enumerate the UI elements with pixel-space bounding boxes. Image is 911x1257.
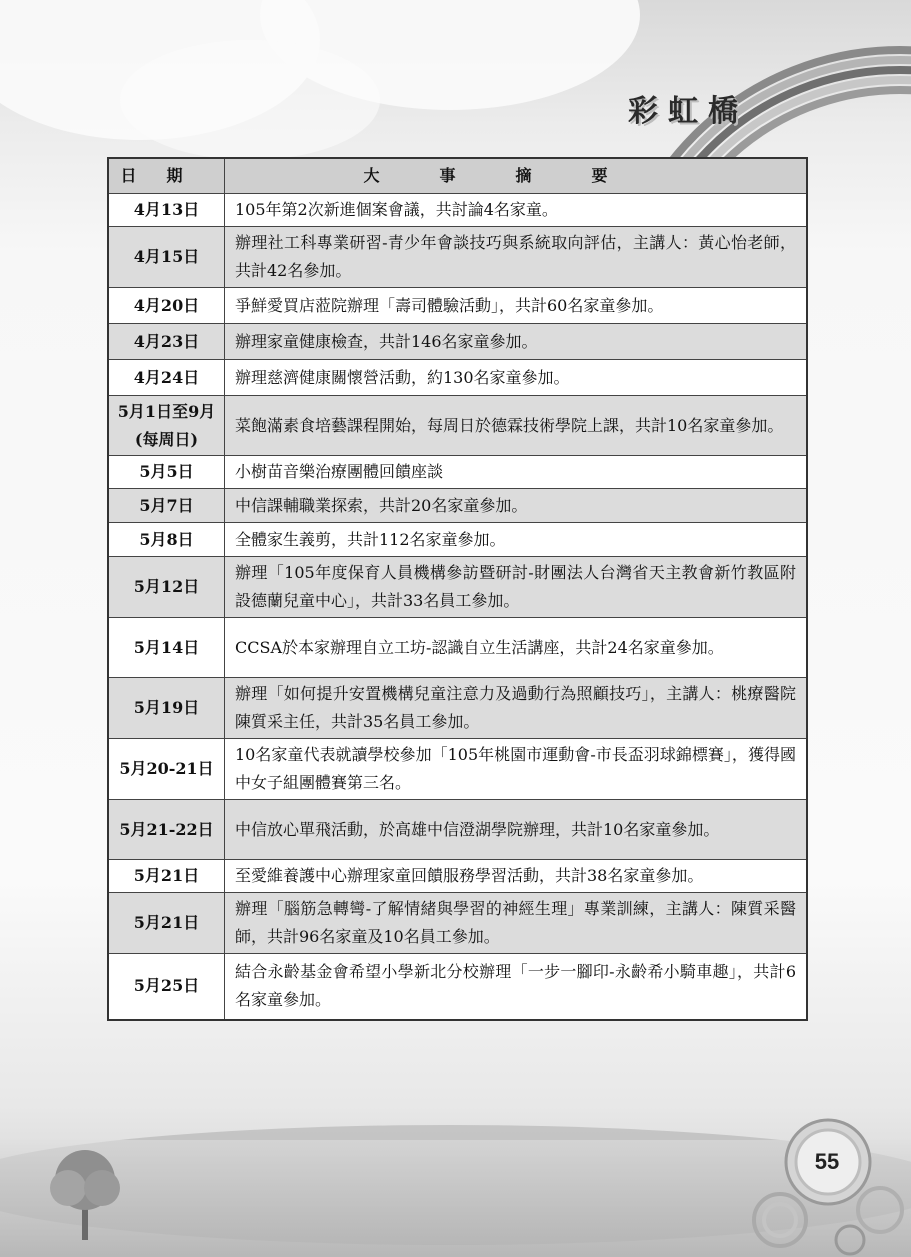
event-summary: 辦理慈濟健康關懷營活動，約130名家童參加。 bbox=[225, 360, 808, 396]
events-table bbox=[107, 157, 808, 1021]
event-date: 5月19日 bbox=[108, 678, 225, 739]
table-row bbox=[108, 893, 807, 954]
event-date: 5月20-21日 bbox=[108, 739, 225, 800]
table-row bbox=[108, 557, 807, 618]
brand-title: 彩虹橋 bbox=[628, 94, 748, 129]
table-row bbox=[108, 618, 807, 678]
event-summary: 菜飽滿素食培藝課程開始，每周日於德霖技術學院上課，共計10名家童參加。 bbox=[225, 396, 808, 456]
event-date: 4月23日 bbox=[108, 324, 225, 360]
event-date: 5月12日 bbox=[108, 557, 225, 618]
event-summary: 全體家生義剪，共計112名家童參加。 bbox=[225, 523, 808, 557]
event-date: 5月25日 bbox=[108, 954, 225, 1020]
event-summary: 結合永齡基金會希望小學新北分校辦理「一步一腳印-永齡希小騎車趣」，共計6名家童參加。 bbox=[225, 954, 808, 1020]
tree-icon bbox=[40, 1140, 130, 1250]
event-date: 5月21日 bbox=[108, 860, 225, 893]
summary-column-header: 大事摘要 bbox=[225, 158, 808, 194]
event-date: 5月8日 bbox=[108, 523, 225, 557]
table-row bbox=[108, 324, 807, 360]
table-row bbox=[108, 678, 807, 739]
table-row bbox=[108, 456, 807, 489]
date-column-header: 日期 bbox=[108, 158, 225, 194]
event-date: 5月5日 bbox=[108, 456, 225, 489]
event-summary: 辦理「105年度保育人員機構參訪暨研討-財團法人台灣省天主教會新竹教區附設德蘭兒童中心」，共計33名員工參加。 bbox=[225, 557, 808, 618]
event-date: 5月21日 bbox=[108, 893, 225, 954]
event-summary: 10名家童代表就讀學校參加「105年桃園市運動會-市長盃羽球錦標賽」，獲得國中女子組團體賽第三名。 bbox=[225, 739, 808, 800]
table-row bbox=[108, 954, 807, 1020]
event-date: 5月14日 bbox=[108, 618, 225, 678]
event-date: 5月7日 bbox=[108, 489, 225, 523]
circles-decoration-icon bbox=[740, 1110, 911, 1257]
event-summary: 爭鮮愛買店蒞院辦理「壽司體驗活動」，共計60名家童參加。 bbox=[225, 288, 808, 324]
event-summary: CCSA於本家辦理自立工坊-認識自立生活講座，共計24名家童參加。 bbox=[225, 618, 808, 678]
cloud-decoration bbox=[120, 40, 380, 160]
event-summary: 105年第2次新進個案會議，共討論4名家童。 bbox=[225, 194, 808, 227]
event-date: 5月1日至9月(每周日) bbox=[108, 396, 225, 456]
event-summary: 辦理「腦筋急轉彎-了解情緒與學習的神經生理」專業訓練，主講人：陳質采醫師，共計96名家童及10名員工參加。 bbox=[225, 893, 808, 954]
event-date: 4月24日 bbox=[108, 360, 225, 396]
table-row bbox=[108, 360, 807, 396]
table-row bbox=[108, 227, 807, 288]
event-summary: 至愛維養護中心辦理家童回饋服務學習活動，共計38名家童參加。 bbox=[225, 860, 808, 893]
table-row bbox=[108, 860, 807, 893]
table-row bbox=[108, 739, 807, 800]
table-row bbox=[108, 396, 807, 456]
table-row bbox=[108, 194, 807, 227]
event-date: 4月15日 bbox=[108, 227, 225, 288]
event-summary: 辦理「如何提升安置機構兒童注意力及過動行為照顧技巧」，主講人：桃療醫院陳質采主任，共計35名員工參加。 bbox=[225, 678, 808, 739]
event-summary: 小樹苗音樂治療團體回饋座談 bbox=[225, 456, 808, 489]
table-row bbox=[108, 523, 807, 557]
table-row bbox=[108, 288, 807, 324]
event-date: 4月20日 bbox=[108, 288, 225, 324]
event-summary: 辦理家童健康檢查，共計146名家童參加。 bbox=[225, 324, 808, 360]
page-number: 55 bbox=[814, 1149, 840, 1174]
event-summary: 中信課輔職業探索，共計20名家童參加。 bbox=[225, 489, 808, 523]
event-date: 4月13日 bbox=[108, 194, 225, 227]
table-row bbox=[108, 800, 807, 860]
event-date: 5月21-22日 bbox=[108, 800, 225, 860]
event-summary: 辦理社工科專業研習-青少年會談技巧與系統取向評估，主講人：黃心怡老師，共計42名參加。 bbox=[225, 227, 808, 288]
event-summary: 中信放心單飛活動，於高雄中信澄湖學院辦理，共計10名家童參加。 bbox=[225, 800, 808, 860]
table-header-row bbox=[108, 158, 807, 194]
table-row bbox=[108, 489, 807, 523]
